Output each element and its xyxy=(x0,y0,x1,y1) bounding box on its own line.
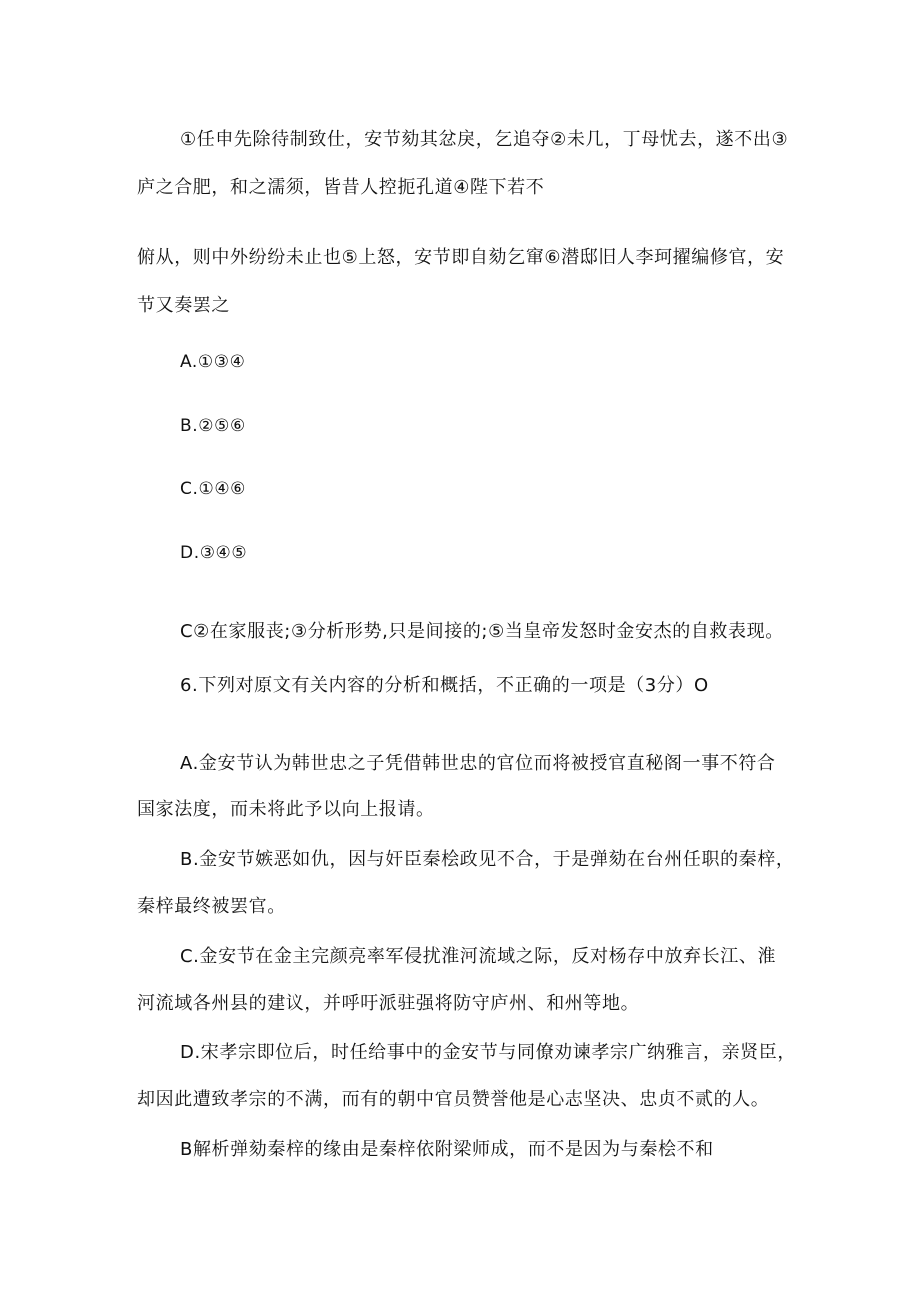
q5-answer: C②在家服丧;③分析形势,只是间接的;⑤当皇帝发怒时金安杰的自救表现。 xyxy=(180,621,784,642)
q5-option-c: C.①④⑥ xyxy=(180,479,246,499)
q6-option-d-line-2: 却因此遭致孝宗的不满，而有的朝中官员赞誉他是心志坚决、忠贞不贰的人。 xyxy=(137,1089,770,1110)
q6-option-c-line-1: C.金安节在金主完颜亮率军侵扰淮河流域之际，反对杨存中放弃长江、淮 xyxy=(180,946,777,967)
q6-option-d-line-1: D.宋孝宗即位后，时任给事中的金安节与同僚劝谏孝宗广纳雅言，亲贤臣， xyxy=(180,1042,796,1063)
passage-line-1: ①任申先除待制致仕，安节劾其忿戾，乞追夺②未几，丁母忧去，遂不出③ xyxy=(180,129,789,150)
q5-option-d: D.③④⑤ xyxy=(180,543,248,563)
q6-option-b-line-2: 秦梓最终被罢官。 xyxy=(137,896,286,917)
q6-analysis: B解析弹劾秦梓的缘由是秦梓依附梁师成，而不是因为与秦桧不和 xyxy=(180,1139,714,1160)
q6-option-c-line-2: 河流域各州县的建议，并呼吁派驻强将防守庐州、和州等地。 xyxy=(137,993,640,1014)
q6-option-a-line-1: A.金安节认为韩世忠之子凭借韩世忠的官位而将被授官直秘阁一事不符合 xyxy=(180,753,776,774)
q5-option-b: B.②⑤⑥ xyxy=(180,416,246,436)
passage-line-3: 俯从，则中外纷纷未止也⑤上怒，安节即自劾乞窜⑥潜邸旧人李珂擢编修官，安 xyxy=(137,247,785,268)
q5-option-a: A.①③④ xyxy=(180,352,246,372)
passage-line-2: 庐之合肥，和之濡须，皆昔人控扼孔道④陛下若不 xyxy=(137,177,545,198)
passage-line-4: 节又奏罢之 xyxy=(137,295,230,316)
q6-option-a-line-2: 国家法度，而未将此予以向上报请。 xyxy=(137,799,435,820)
q6-stem: 6.下列对原文有关内容的分析和概括，不正确的一项是（3分）O xyxy=(180,675,709,696)
q6-option-b-line-1: B.金安节嫉恶如仇，因与奸臣秦桧政见不合，于是弹劾在台州任职的秦梓， xyxy=(180,849,795,870)
